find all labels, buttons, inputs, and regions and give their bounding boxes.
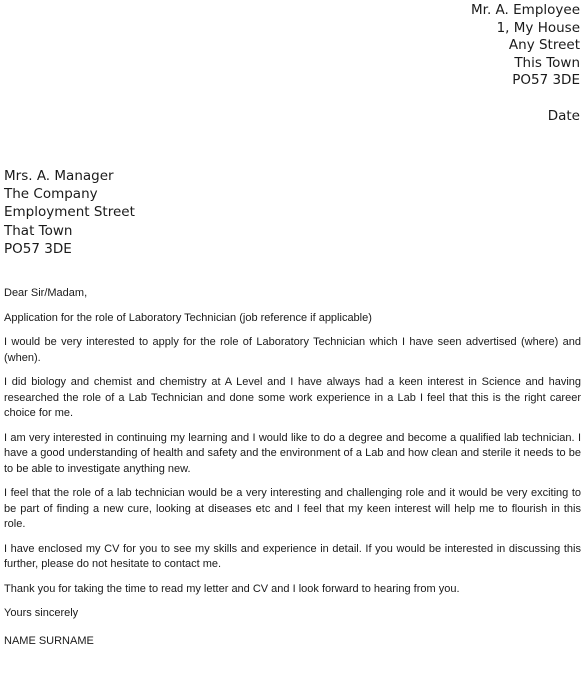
recipient-name: Mrs. A. Manager: [4, 168, 114, 184]
signature-name: NAME SURNAME: [4, 634, 94, 647]
sender-town: This Town: [514, 54, 580, 71]
sender-address-block: [471, 2, 580, 126]
sender-postcode: PO57 3DE: [512, 72, 580, 89]
recipient-street: Employment Street: [4, 204, 135, 221]
recipient-company: The Company: [4, 186, 98, 203]
body-paragraph: I feel that the role of a lab technician would be a very interesting and challenging role and it would be very exciting to be part of finding a new cure, looking at diseases etc and I feel that my keen interest will help me to flourish in this role.: [4, 487, 581, 530]
recipient-town: That Town: [4, 222, 73, 239]
body-paragraph: I did biology and chemist and chemistry at A Level and I have always had a keen interest in Science and having researched the role of a Lab Technician and done some work experience in a Lab I feel that this is the right career choice for me.: [4, 376, 581, 419]
body-paragraph: I have enclosed my CV for you to see my skills and experience in detail. If you would be interested in discussing this further, please do not hesitate to contact me.: [4, 542, 581, 570]
recipient-address-block: [4, 167, 135, 258]
sender-address-line-1: 1, My House: [496, 19, 580, 36]
sender-address-line-2: Any Street: [508, 37, 580, 54]
letter-date: Date: [547, 107, 580, 124]
salutation: Dear Sir/Madam,: [4, 287, 88, 299]
signoff: Yours sincerely: [4, 607, 79, 619]
body-paragraph: I would be very interested to apply for the role of Laboratory Technician which I have seen advertised (where) and (when).: [4, 336, 581, 364]
body-paragraph: I am very interested in continuing my learning and I would like to do a degree and become a qualified lab technician. I have a good understanding of health and safety and the environment of a Lab and how clean and sterile it needs to be to be able to investigate anything new.: [4, 431, 581, 475]
subject-line: Application for the role of Laboratory Technician (job reference if applicable): [4, 311, 372, 324]
letter-body: [4, 286, 581, 658]
recipient-postcode: PO57 3DE: [4, 240, 72, 257]
sender-name: Mr. A. Employee: [471, 2, 580, 18]
body-paragraph: Thank you for taking the time to read my letter and CV and I look forward to hearing from you.: [4, 582, 460, 595]
